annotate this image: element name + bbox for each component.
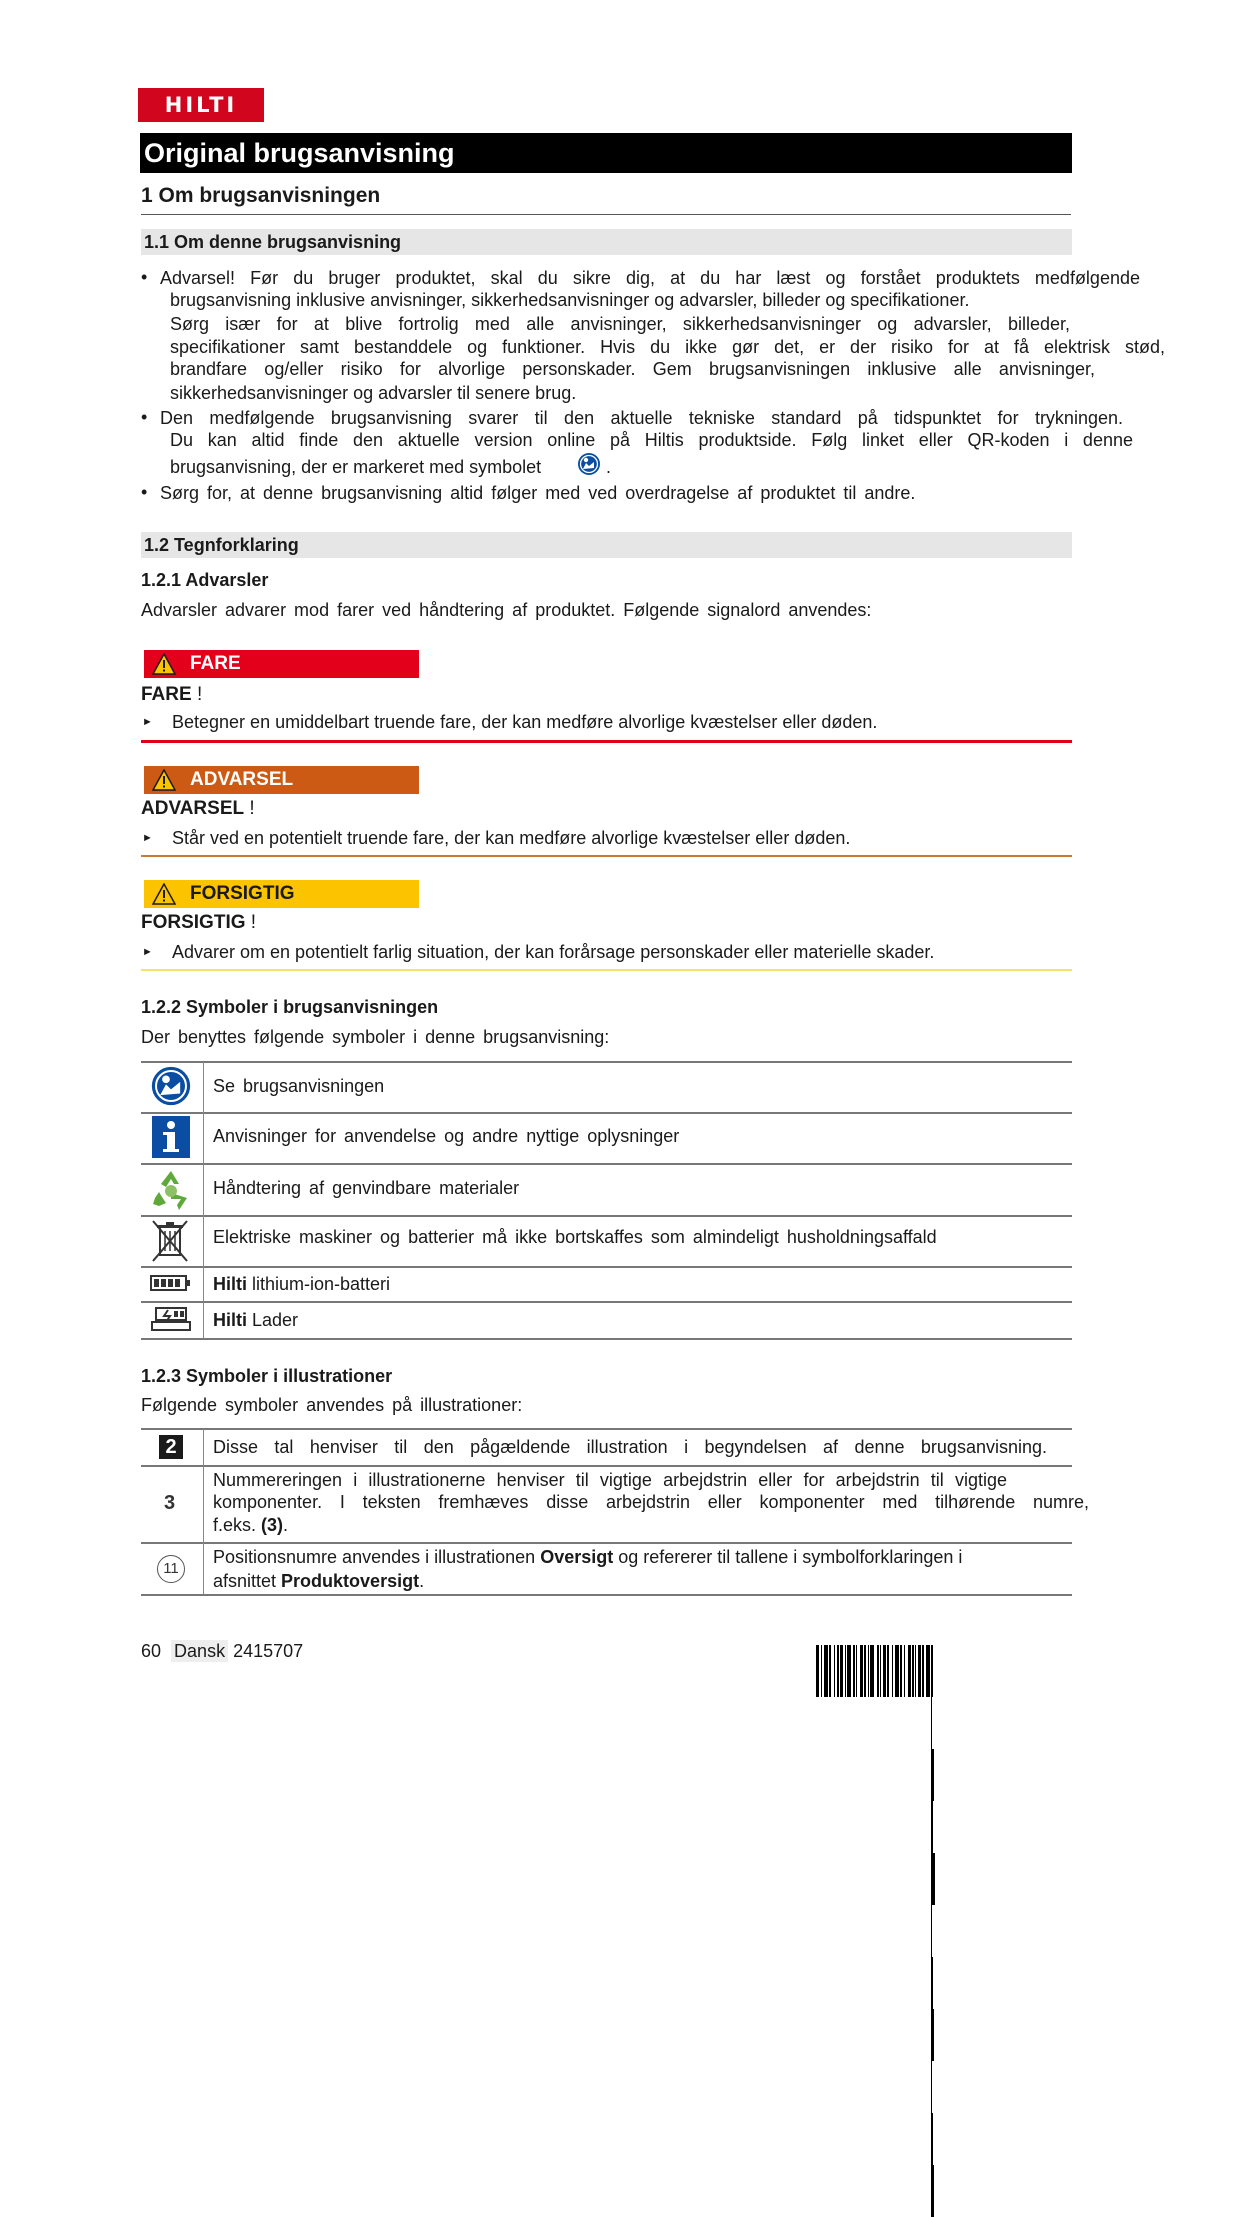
table-rule — [141, 1112, 1072, 1114]
table-rule — [141, 1542, 1072, 1544]
bullet-text: Den medfølgende brugsanvisning svarer til den aktuelle tekniske standard på tidspunktet for trykningen. — [160, 408, 1123, 428]
table-rule — [141, 1465, 1072, 1467]
table-rule — [141, 1266, 1072, 1268]
signal-label-forsigtig — [144, 880, 419, 908]
table-divider — [203, 1062, 204, 1338]
paragraph: Der benyttes følgende symboler i denne brugsanvisning: — [141, 1027, 610, 1047]
battery-icon — [150, 1274, 192, 1292]
bullet-text: specifikationer samt bestanddele og funktioner. Hvis du ikke gør det, er der risiko for at få elektrisk stød, — [170, 337, 1165, 357]
section-heading-1-2: 1.2 Tegnforklaring — [141, 532, 1072, 558]
signal-divider — [141, 969, 1072, 971]
table-cell-text: Disse tal henviser til den pågældende illustration i begyndelsen af denne brugsanvisning. — [213, 1437, 1047, 1457]
bold-ref: Oversigt — [540, 1547, 614, 1567]
signal-word-text: ADVARSEL — [141, 798, 245, 819]
table-rule — [141, 1215, 1072, 1217]
signal-description: Advarer om en potentielt farlig situation, der kan forårsage personskader eller materielle skader. — [172, 942, 935, 962]
footer-language: Dansk — [171, 1640, 228, 1662]
table-cell-text — [213, 1547, 962, 1568]
charger-icon — [150, 1306, 192, 1332]
section-heading-1: 1 Om brugsanvisningen — [141, 184, 1071, 215]
bullet-text: Sørg for, at denne brugsanvisning altid følger med ved overdragelse af produktet til andre. — [160, 483, 916, 503]
read-manual-icon — [577, 452, 601, 476]
table-rule — [141, 1428, 1072, 1430]
hilti-logo — [138, 88, 264, 122]
signal-divider — [141, 740, 1072, 743]
section-heading-1-2-1: 1.2.1 Advarsler — [141, 570, 269, 590]
brand-bold: Hilti — [213, 1274, 247, 1294]
bullet-text: brandfare og/eller risiko for alvorlige personskader. Gem brugsanvisningen inklusive alle anvisninger, — [170, 359, 1095, 379]
table-cell-text — [213, 1515, 288, 1536]
signal-word — [141, 798, 255, 820]
signal-word-text: FORSIGTIG — [141, 912, 246, 933]
bullet-text: sikkerhedsanvisninger og advarsler til senere brug. — [170, 383, 577, 403]
cell-rest: . — [283, 1515, 289, 1535]
table-cell-text: komponenter. I teksten fremhæves disse arbejdstrin eller komponenter med tilhørende numre, — [213, 1492, 1089, 1512]
table-cell-text: Elektriske maskiner og batterier må ikke bortskaffes som almindeligt husholdningsaffald — [213, 1227, 937, 1247]
bold-ref: Produktoversigt — [281, 1571, 420, 1591]
signal-label-text: FORSIGTIG — [190, 883, 295, 904]
arrow-marker: ► — [142, 832, 153, 844]
brand-bold: Hilti — [213, 1310, 247, 1330]
table-divider — [203, 1429, 204, 1594]
signal-label-fare — [144, 650, 419, 678]
bullet-marker: • — [141, 407, 148, 427]
footer-doc-number: 2415707 — [233, 1641, 304, 1661]
table-cell-text — [213, 1274, 390, 1295]
read-manual-icon — [151, 1066, 191, 1106]
paragraph: Følgende symboler anvendes på illustrationer: — [141, 1395, 523, 1415]
crossed-bin-icon — [150, 1219, 190, 1263]
table-rule — [141, 1301, 1072, 1303]
table-rule — [141, 1338, 1072, 1340]
paragraph: Advarsler advarer mod farer ved håndtering af produktet. Følgende signalord anvendes: — [141, 600, 872, 620]
cell-rest: Positionsnumre anvendes i illustrationen — [213, 1547, 541, 1567]
signal-label-advarsel — [144, 766, 419, 794]
signal-excl: ! — [245, 912, 257, 933]
table-rule — [141, 1163, 1072, 1165]
table-cell-text: Se brugsanvisningen — [213, 1076, 385, 1096]
recycle-icon — [150, 1168, 192, 1210]
signal-label-text: FARE — [190, 653, 241, 674]
table-cell-text — [213, 1310, 298, 1331]
section-heading-1-1: 1.1 Om denne brugsanvisning — [141, 229, 1072, 255]
signal-excl: ! — [244, 798, 255, 819]
bullet-text: Advarsel! Før du bruger produktet, skal du sikre dig, at du har læst og forstået produktets medfølgende — [160, 268, 1140, 288]
cell-rest: f.eks. — [213, 1515, 257, 1535]
cell-rest: . — [419, 1571, 425, 1591]
warning-triangle-icon — [152, 769, 176, 791]
arrow-marker: ► — [142, 946, 153, 958]
barcode — [816, 1645, 1072, 1697]
section-heading-1-2-3: 1.2.3 Symboler i illustrationer — [141, 1366, 393, 1386]
cell-rest: lithium-ion-batteri — [247, 1274, 391, 1294]
bullet-text: Du kan altid finde den aktuelle version online på Hiltis produktside. Følg linket eller QR-koden i denne — [170, 430, 1133, 450]
signal-excl: ! — [191, 684, 203, 705]
table-cell-text: Nummereringen i illustrationerne henviser til vigtige arbejdstrin eller for arbejdstrin til vigtige — [213, 1470, 1007, 1490]
signal-word — [141, 912, 256, 934]
signal-divider — [141, 855, 1072, 857]
table-cell-text: Anvisninger for anvendelse og andre nyttige oplysninger — [213, 1126, 680, 1146]
signal-description: Betegner en umiddelbart truende fare, der kan medføre alvorlige kvæstelser eller døden. — [172, 712, 878, 732]
cell-rest: afsnittet — [213, 1571, 282, 1591]
position-number-symbol: 11 — [157, 1555, 185, 1583]
step-number-symbol: 3 — [164, 1492, 176, 1514]
warning-triangle-icon — [152, 653, 176, 675]
table-rule — [141, 1594, 1072, 1596]
bullet-text: brugsanvisning inklusive anvisninger, sikkerhedsanvisninger og advarsler, billeder og specifikationer. — [170, 290, 970, 310]
bullet-marker: • — [141, 482, 148, 502]
page-footer — [141, 1640, 303, 1662]
table-cell-text: Håndtering af genvindbare materialer — [213, 1178, 520, 1198]
page-number: 60 — [141, 1641, 162, 1661]
arrow-marker: ► — [142, 716, 153, 728]
cell-rest: og refererer til tallene i symbolforklaringen i — [613, 1547, 963, 1567]
signal-word-text: FARE — [141, 684, 192, 705]
warning-triangle-icon — [152, 883, 176, 905]
figure-number-symbol: 2 — [159, 1435, 183, 1459]
signal-label-text: ADVARSEL — [190, 769, 294, 790]
document-title: Original brugsanvisning — [140, 133, 1072, 173]
bold-ref: (3) — [261, 1515, 284, 1535]
table-rule — [141, 1061, 1072, 1063]
info-icon — [152, 1116, 190, 1158]
bullet-marker: • — [141, 267, 148, 287]
bullet-text: . — [606, 457, 612, 477]
signal-description: Står ved en potentielt truende fare, der kan medføre alvorlige kvæstelser eller døden. — [172, 828, 851, 848]
logo-text: HILTI — [164, 93, 238, 117]
cell-rest: Lader — [247, 1310, 299, 1330]
table-cell-text — [213, 1571, 424, 1592]
bullet-text: brugsanvisning, der er markeret med symbolet — [170, 457, 542, 477]
section-heading-1-2-2: 1.2.2 Symboler i brugsanvisningen — [141, 997, 439, 1017]
signal-word — [141, 684, 202, 706]
bullet-text: Sørg især for at blive fortrolig med alle anvisninger, sikkerhedsanvisninger og advarsler, billeder, — [170, 314, 1070, 334]
